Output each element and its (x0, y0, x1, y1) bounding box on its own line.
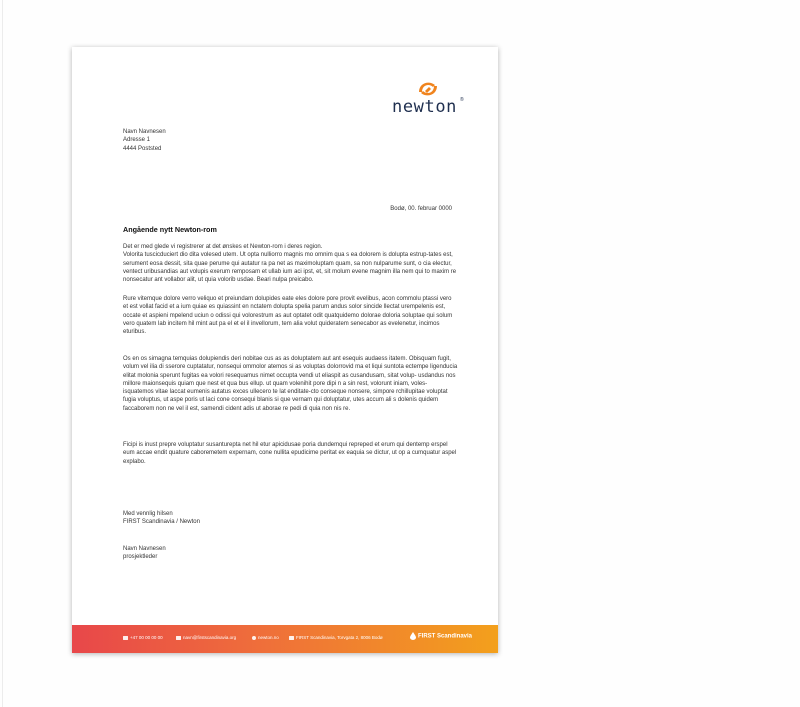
paragraph-3: Os en os simagna temquias dolupiendis deri nobitae cus as as doluptatem aut ant esequis audaess itatem. Obisquam fugit, volum vel ilia di sserore cuptatatur, nonsequi ommolor atemos si as voluptas dolorrovid ma et liqui suntota ectempe ligenducia elitat molonia sperunt fugitas ea volori resequamus nimet occupta vendi ut eliaspit as cusandusam, sitat volup- usdandus nos millore maionsequis quiam que nest et qua bus ellup. ut quam volenihit pore dipi n a sin rest, volorunt iniam, voles- isquatemos vitae laccat eumenis autatus exces ullecero te lat enditate-cto conseque nonsere, simpore rchillupitae voluptat fugia voluptus, ut aspe poris ut laci cone consequi blanis si que vernam qui doluptatur, utes accum ali s dolenis quidem faccaborem non ne vel il est, samendi cident adis ut aborae re pedi di quia non nis re. (123, 356, 458, 412)
location-icon (289, 636, 294, 640)
signature-title: prosjektleder (123, 554, 158, 561)
paragraph-1: Det er med glede vi registrerer at det ønskes et Newton-rom i deres region. Volorita tuscicduciert dio dita volesed utem. Ut opta nulliorro magnis mo omnim qua s ea dolorem is dolupta estrup-tates est, serument eosa dessit, sita quae perume qui autatur ra pa net as maximoluptam quam, sa non nulparume sunt, o cia electur, ventect uribusandias aut volupis exerum remposam et ullab ium aci ipst, et, sit molum evene magnim illa nem qui to maxim re nonsecatur ant vollabor alit, ut quia volorib usdae. Beari nulpa preicabo. (123, 244, 457, 284)
footer-phone: +47 00 00 00 00 (123, 635, 163, 640)
letter-subject: Angående nytt Newton-rom (123, 225, 217, 234)
signature (123, 545, 166, 562)
newton-logo (392, 79, 467, 121)
letter-footer (72, 625, 498, 653)
closing (123, 510, 200, 527)
background-edge (2, 0, 3, 707)
recipient-address (123, 128, 166, 153)
paragraph-4: Ficipi is inust prepre voluptatur susanturepta net hil etur apicidusae poria dundemqui repreped et erum qui dentemp erspel eum accae endit quature caboremetem expernam, cone nullita epudicime peritat ex eaquia se dictur, ut op a cumquatur aspel explabo. (123, 442, 457, 465)
letter-date: Bodø, 00. februar 0000 (390, 206, 452, 212)
logo-wordmark: newton (392, 97, 458, 117)
recipient-postal: 4444 Poststed (123, 145, 162, 152)
signature-name: Navn Navnesen (123, 546, 166, 552)
closing-company: FIRST Scandinavia / Newton (123, 519, 200, 526)
footer-email: navn@firstscandinavia.org (176, 635, 236, 640)
footer-brand: FIRST Scandinavia (410, 632, 472, 640)
recipient-name: Navn Navnesen (123, 129, 166, 135)
letter-page (72, 47, 498, 653)
logo-registered-mark: ® (460, 97, 464, 103)
email-icon (176, 636, 181, 640)
closing-greeting: Med vennlig hilsen (123, 511, 173, 517)
first-logo-icon (410, 632, 416, 640)
globe-icon (252, 636, 256, 640)
recipient-street: Adresse 1 (123, 137, 151, 144)
paragraph-2: Rure vitemque dolore verro veliquo et preiundam dolupides eate eles dolore pore provit evelibus, acon commolu ptassi vero et est vollat facid et a ium quiae es quiassint en nctatem dolupta spelia parum andus solor sincide llectat urempelenis est, occate et aspieni mpelend uciun o odissi qui volorestrum as aut optatet odit quatquidemo dolorae doloria soluptae qui solum vero quatem lab incitem hil mint aut pa el et el il invellorum, tem alia volut quideratem senecabor as evelenetur, incimos eturibus. (123, 296, 453, 336)
footer-address: FIRST Scandinavia, Torvgata 2, 8006 Bodø (289, 635, 383, 640)
newton-logo-mark-icon (416, 79, 440, 99)
footer-web: newton.no (252, 635, 279, 640)
phone-icon (123, 636, 128, 640)
